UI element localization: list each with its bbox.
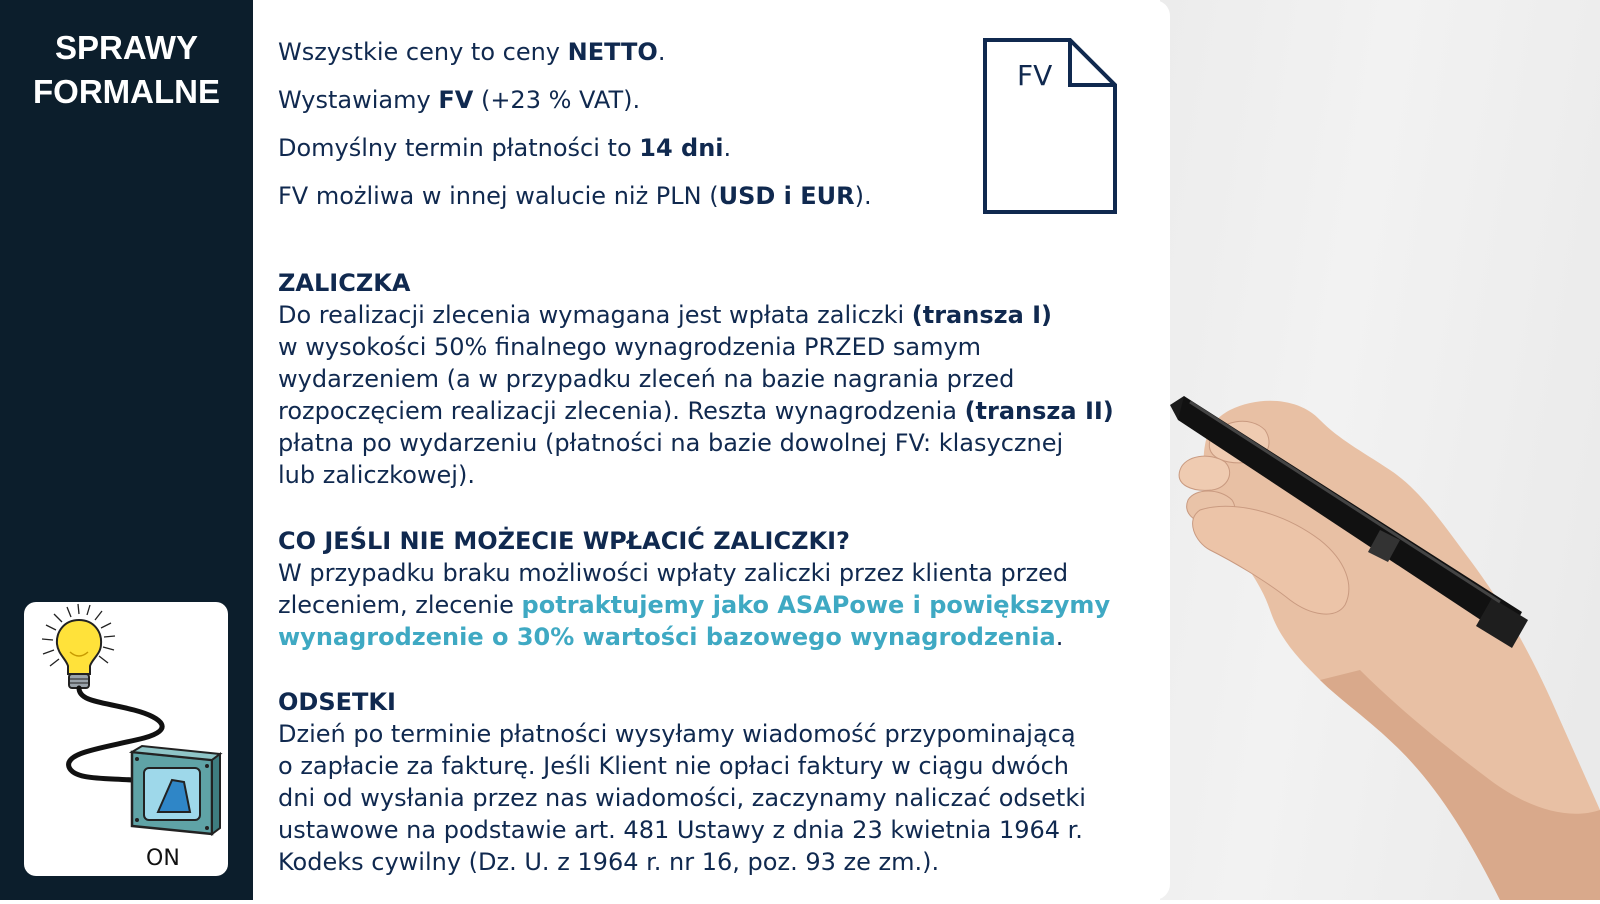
- section-zaliczka: ZALICZKA Do realizacji zlecenia wymagana jest wpłata zaliczki (transza I) w wysokości 50% finalnego wynagrodzenia PRZED samym wydarzeniem (a w przypadku zleceń na bazie nagrania przed rozpoczęciem realizacji zlecenia). Reszta wynagrodzenia (transza II) płatna po wydarzeniu (płatności na bazie dowolnej FV: klasycznej lub zaliczkowej).: [278, 269, 1114, 489]
- section-brak-zaliczki: CO JEŚLI NIE MOŻECIE WPŁACIĆ ZALICZKI? W przypadku braku możliwości wpłaty zaliczki przez klienta przed zleceniem, zlecenie potraktujemy jako ASAPowe i powiększymy wynagrodzenie o 30% wartości bazowego wynagrodzenia.: [278, 527, 1111, 651]
- section-odsetki: ODSETKI Dzień po terminie płatności wysyłamy wiadomość przypominającą o zapłacie za fakturę. Jeśli Klient nie opłaci faktury w ciągu dwóch dni od wysłania przez nas wiadomości, zaczynamy naliczać odsetki ustawowe na podstawie art. 481 Ustawy z dnia 23 kwietnia 1964 r. Kodeks cywilny (Dz. U. z 1964 r. nr 16, poz. 93 ze zm.).: [278, 688, 1086, 876]
- switch-on-label: ON: [146, 846, 180, 871]
- lightbulb-switch-illustration: [24, 602, 228, 876]
- intro-line-fv: Wystawiamy FV (+23 % VAT).: [278, 86, 641, 114]
- lightbulb-icon: [57, 620, 101, 674]
- zaliczka-heading: ZALICZKA: [278, 269, 411, 297]
- intro-line-netto: Wszystkie ceny to ceny NETTO.: [278, 38, 666, 66]
- sidebar: [0, 0, 253, 900]
- intro-line-termin: Domyślny termin płatności to 14 dni.: [278, 134, 732, 162]
- section-title: SPRAWY FORMALNE: [33, 29, 220, 110]
- invoice-icon-label: FV: [1017, 59, 1053, 92]
- intro-line-waluta: FV możliwa w innej walucie niż PLN (USD i EUR).: [278, 182, 872, 210]
- hand-with-marker-image: [1170, 390, 1600, 904]
- brak-heading: CO JEŚLI NIE MOŻECIE WPŁACIĆ ZALICZKI?: [278, 527, 850, 555]
- odsetki-heading: ODSETKI: [278, 688, 396, 716]
- invoice-document-icon: [982, 37, 1118, 219]
